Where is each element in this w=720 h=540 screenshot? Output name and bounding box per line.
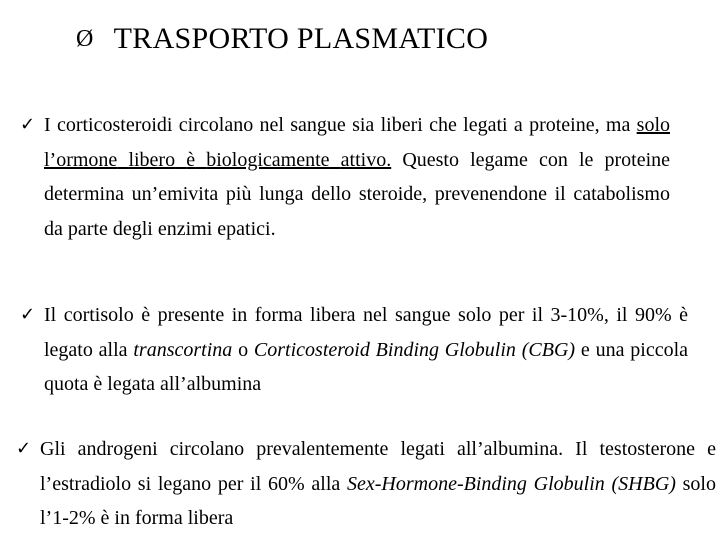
text-run: Il cortisolo è presente in forma libera nel sangue solo per il 3-10%, il 90% è legato alla (44, 304, 688, 361)
checkmark-icon: ✓ (20, 114, 36, 135)
underlined-space (175, 149, 186, 171)
arrow-bullet-icon: Ø (76, 25, 94, 52)
underlined-text: biologicamente (206, 148, 330, 171)
bullet-text (20, 298, 688, 402)
slide-title-text: TRASPORTO PLASMATICO (113, 22, 489, 55)
bullet-item-cortisol (20, 298, 688, 402)
italic-text: transcortina (133, 338, 233, 361)
text-run: Gli androgeni circolano prevalentemente legati all’albumina. Il testosterone e l’estradiolo si legano per il 60% alla (40, 438, 716, 495)
bullet-item-androgens (16, 432, 716, 536)
italic-text: Sex-Hormone-Binding Globulin (SHBG) (346, 472, 676, 495)
bullet-item-plasma-proteins (20, 108, 670, 246)
bullet-text (20, 108, 670, 246)
underlined-text: l’ormone (44, 148, 118, 171)
text-run: solo l’1-2% è in forma libera (40, 472, 716, 529)
checkmark-icon: ✓ (20, 304, 36, 325)
underlined-text: libero (128, 148, 176, 171)
bullet-text (16, 432, 716, 536)
underlined-space (330, 149, 341, 171)
text-run: I corticosteroidi circolano nel sangue sia liberi che legati a proteine, ma (44, 114, 637, 136)
underlined-space (195, 149, 206, 171)
underlined-text: attivo. (340, 148, 392, 171)
checkmark-icon: ✓ (16, 438, 32, 459)
text-run: e una piccola quota è legata all’albumina (44, 338, 689, 395)
text-run: o (232, 338, 254, 361)
underlined-space (117, 149, 128, 171)
underlined-text: solo (636, 114, 670, 136)
text-run: Questo legame con le proteine determina un’emivita più lunga dello steroide, prevenendone il catabolismo da parte degli enzimi epatici. (44, 148, 671, 240)
underlined-text: è (186, 148, 196, 171)
italic-text: Corticosteroid Binding Globulin (CBG) (253, 338, 576, 361)
slide-title (76, 22, 488, 56)
